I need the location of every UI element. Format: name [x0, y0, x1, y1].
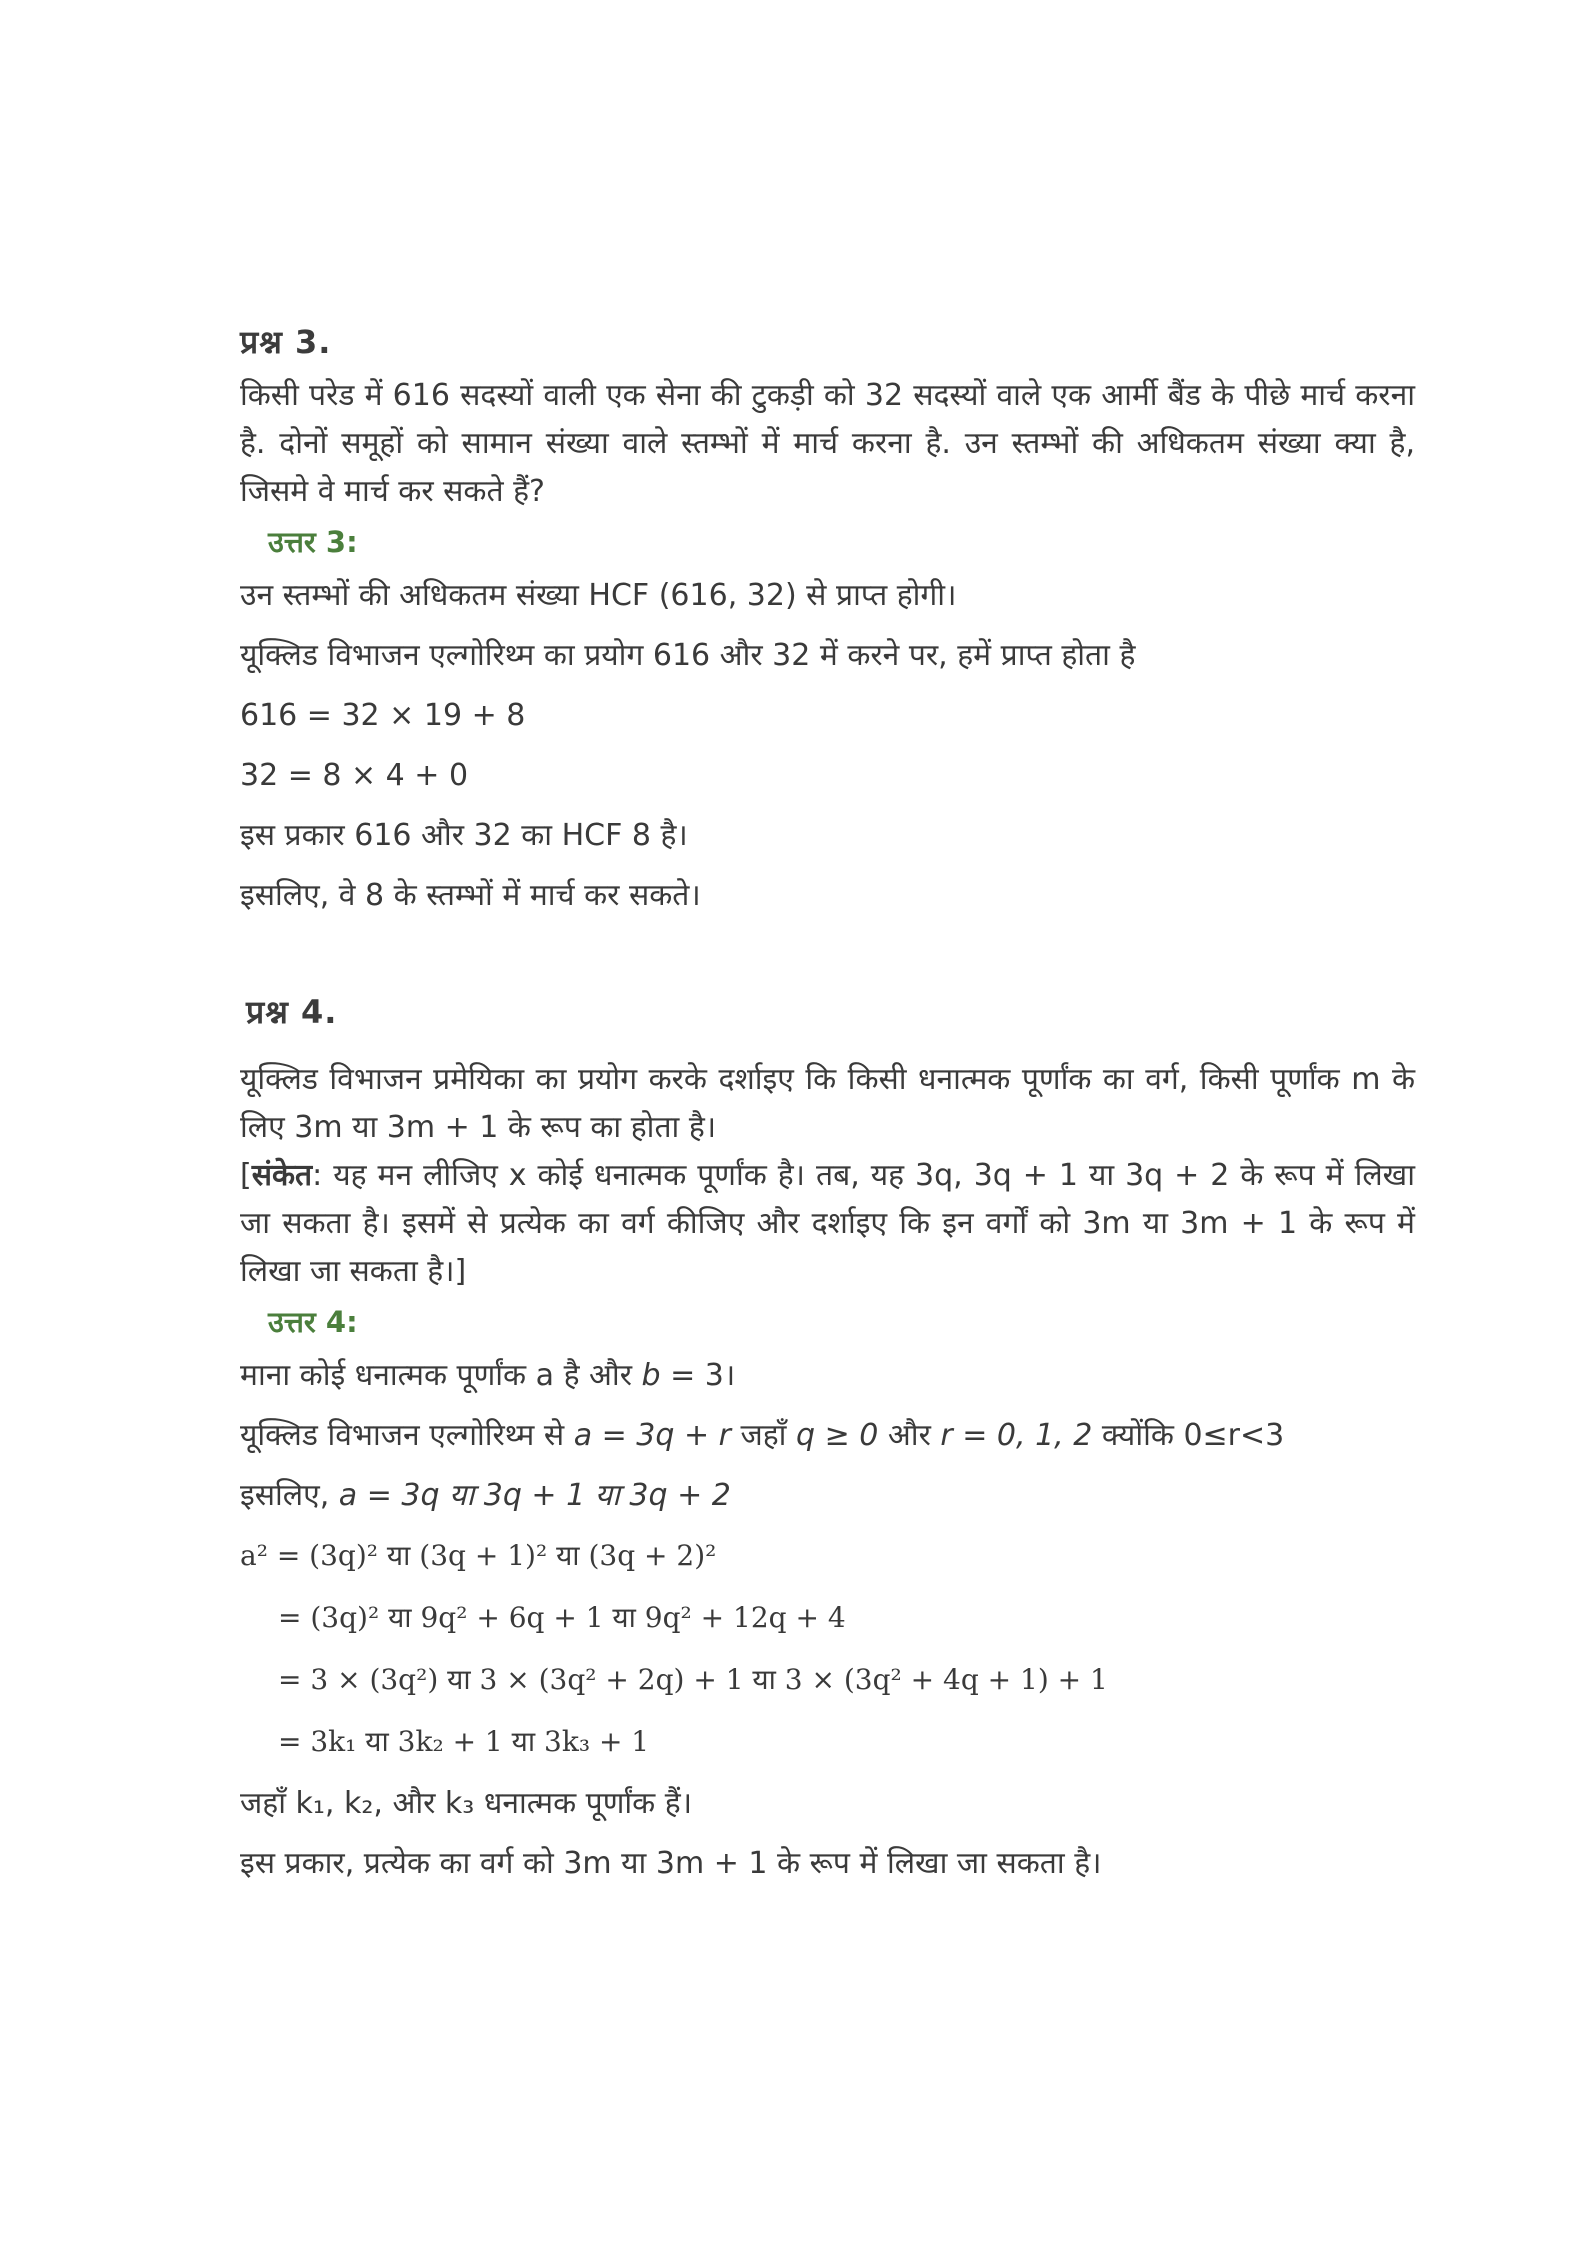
- answer-3-equation-1: 616 = 32 × 19 + 8: [240, 698, 526, 733]
- var-a: a: [535, 1358, 555, 1393]
- a-forms-expression: a = 3q या 3q + 1 या 3q + 2: [338, 1478, 731, 1513]
- text-segment: इसलिए,: [240, 1478, 339, 1513]
- question-4-statement: यूक्लिड विभाजन प्रमेयिका का प्रयोग करके दर्शाइए कि किसी धनात्मक पूर्णांक का वर्ग, किसी पूर्णांक m के लिए 3m या 3m + 1 के रूप का होता है।: [240, 1062, 1415, 1145]
- question-4-text: [240, 1056, 1415, 1296]
- text-segment: है और: [554, 1358, 642, 1393]
- answer-3-line-5: इस प्रकार 616 और 32 का HCF 8 है।: [240, 818, 688, 853]
- document-page: [240, 318, 1415, 1904]
- text-segment: क्योंकि: [1092, 1418, 1184, 1453]
- math-line-2: = (3q)² या 9q² + 6q + 1 या 9q² + 12q + 4: [278, 1601, 846, 1634]
- hint-open-bracket: [: [240, 1158, 252, 1193]
- r-range: 0≤r<3: [1183, 1418, 1285, 1453]
- text-segment: = 3।: [660, 1358, 736, 1393]
- question-4-heading: प्रश्न 4.: [246, 993, 338, 1031]
- question-3-section: [240, 318, 1415, 916]
- answer-4-line-2: [240, 1416, 1415, 1456]
- text-segment: जहाँ: [730, 1418, 796, 1453]
- answer-3-conclusion: इसलिए, वे 8 के स्तम्भों में मार्च कर सकते।: [240, 878, 701, 913]
- hint-label: संकेत: [251, 1158, 313, 1193]
- math-line-3: = 3 × (3q²) या 3 × (3q² + 2q) + 1 या 3 × (3q² + 4q + 1) + 1: [278, 1663, 1108, 1696]
- answer-4-line-3: [240, 1476, 1415, 1516]
- math-line-1: a² = (3q)² या (3q + 1)² या (3q + 2)²: [240, 1539, 717, 1572]
- answer-4-label: उत्तर 4:: [268, 1305, 358, 1339]
- r-values: r = 0, 1, 2: [940, 1418, 1093, 1453]
- text-segment: यूक्लिड विभाजन एल्गोरिथ्म से: [240, 1418, 574, 1453]
- text-segment: माना कोई धनात्मक पूर्णांक: [240, 1358, 536, 1393]
- answer-4-conclusion-2: इस प्रकार, प्रत्येक का वर्ग को 3m या 3m + 1 के रूप में लिखा जा सकता है।: [240, 1846, 1102, 1881]
- math-line-4: = 3k₁ या 3k₂ + 1 या 3k₃ + 1: [278, 1725, 650, 1758]
- var-b: b: [641, 1358, 661, 1393]
- question-4-section: [240, 988, 1415, 1884]
- question-3-heading: प्रश्न 3.: [240, 323, 332, 361]
- q-condition: q ≥ 0: [796, 1418, 879, 1453]
- section-divider-space: [240, 936, 1415, 988]
- answer-3-line-2: यूक्लिड विभाजन एल्गोरिथ्म का प्रयोग 616 और 32 में करने पर, हमें प्राप्त होता है: [240, 638, 1136, 673]
- hint-text: : यह मन लीजिए x कोई धनात्मक पूर्णांक है। तब, यह 3q, 3q + 1 या 3q + 2 के रूप में लिखा जा सकता है। इसमें से प्रत्येक का वर्ग कीजिए और दर्शाइए कि इन वर्गों को 3m या 3m + 1 के रूप में लिखा जा सकता है।]: [240, 1158, 1415, 1289]
- text-segment: और: [878, 1418, 941, 1453]
- answer-3-equation-2: 32 = 8 × 4 + 0: [240, 758, 469, 793]
- division-equation: a = 3q + r: [573, 1418, 731, 1453]
- answer-4-conclusion-1: जहाँ k₁, k₂, और k₃ धनात्मक पूर्णांक हैं।: [240, 1786, 693, 1821]
- answer-4-line-1: [240, 1356, 1415, 1396]
- question-3-text: किसी परेड में 616 सदस्यों वाली एक सेना की टुकड़ी को 32 सदस्यों वाले एक आर्मी बैंड के पीछे मार्च करना है. दोनों समूहों को सामान संख्या वाले स्तम्भों में मार्च करना है. उन स्तम्भों की अधिकतम संख्या क्या है, जिसमे वे मार्च कर सकते हैं?: [240, 378, 1415, 509]
- answer-3-label: उत्तर 3:: [268, 525, 358, 559]
- answer-3-line-1: उन स्तम्भों की अधिकतम संख्या HCF (616, 32) से प्राप्त होगी।: [240, 578, 957, 613]
